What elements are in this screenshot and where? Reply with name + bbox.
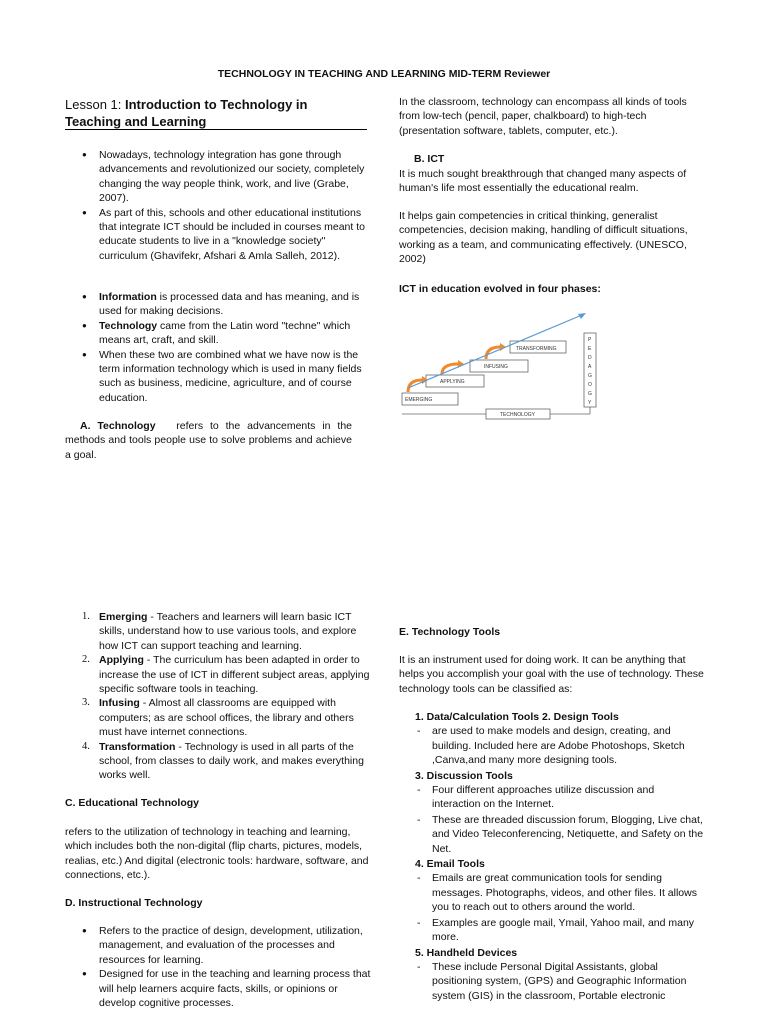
list-item: 2. Applying - The curriculum has been adapted in order to increase the use of ICT in different subject areas, applying specific software tools in teaching. xyxy=(82,654,370,696)
heading-divider xyxy=(65,129,367,130)
section-b-paragraph-2: It helps gain competencies in critical thinking, generalist competencies, decision making, handling of difficult situations, working as a team, and communicating effectively. (UNESCO, 2002) xyxy=(399,210,688,266)
tool-group-items xyxy=(415,783,705,856)
tool-group-heading: 3. Discussion Tools xyxy=(415,769,513,782)
list-item: ● As part of this, schools and other educational institutions that integrate ICT should be included in courses meant to educate students to live in a "knowledge society" curriculum (Ghavifekr, Afshari & Amla Salleh, 2012). xyxy=(82,206,372,264)
classroom-technology-paragraph: In the classroom, technology can encompass all kinds of tools from low-tech (pencil, paper, chalkboard) to high-tech (presentation software, tablets, computer, etc.). xyxy=(399,96,687,137)
section-d-heading: D. Instructional Technology xyxy=(65,897,203,909)
list-item: ● Designed for use in the teaching and learning process that will help learners acquire facts, skills, or opinions or develop cognitive processes. xyxy=(82,967,372,1010)
pedagogy-letter: G xyxy=(588,373,592,379)
list-item: - These are threaded discussion forum, Blogging, Live chat, and Video Teleconferencing, Netiquette, and Safety on the Net. xyxy=(415,813,705,856)
list-item: - These include Personal Digital Assistants, global positioning system, (GPS) and Geographic Information system (GIS) in the classroom, Portable electronic xyxy=(415,960,705,1003)
pedagogy-letter: P xyxy=(588,337,592,343)
list-item: - Four different approaches utilize discussion and interaction on the Internet. xyxy=(415,783,705,812)
pedagogy-letter: G xyxy=(588,391,592,397)
section-d-bullet-list xyxy=(82,924,372,1010)
tool-group-items xyxy=(415,724,705,767)
step-label-applying: APPLYING xyxy=(440,379,465,385)
list-item: ● Technology came from the Latin word "techne" which means art, craft, and skill. xyxy=(82,319,372,348)
list-item: 3. Infusing - Almost all classrooms are equipped with computers; as are school offices, the library and others must have internet connections. xyxy=(82,697,354,739)
step-label-infusing: INFUSING xyxy=(484,364,508,370)
phases-list xyxy=(82,610,372,783)
tool-group-heading: 5. Handheld Devices xyxy=(415,946,518,959)
list-item: 4. Transformation - Technology is used in all parts of the school, from classes to daily work, and makes everything works well. xyxy=(82,740,364,782)
tool-group-heading: 4. Email Tools xyxy=(415,858,485,871)
section-e-intro: It is an instrument used for doing work. It can be anything that helps you accomplish your goal with the use of technology. These technology tools can be classified as: xyxy=(399,654,704,695)
orange-arrow-icon xyxy=(408,380,422,392)
pedagogy-letter: E xyxy=(588,346,592,352)
lesson-prefix: Lesson 1: xyxy=(65,97,125,112)
section-e-heading: E. Technology Tools xyxy=(399,626,501,638)
section-a-paragraph xyxy=(65,419,352,462)
section-a-text: refers to the advancements in the methods and tools people use to solve problems and achieve a goal. xyxy=(65,420,352,461)
list-item: ● Nowadays, technology integration has gone through advancements and revolutionized our society, completely changing the way people think, work, and live (Grabe, 2007). xyxy=(82,148,372,206)
phases-heading: ICT in education evolved in four phases: xyxy=(399,283,601,295)
pedagogy-letter: D xyxy=(588,355,592,361)
list-item: ● Refers to the practice of design, development, utilization, management, and evaluation of the processes and resources for learning. xyxy=(82,924,372,967)
technology-tools-list xyxy=(415,710,705,1004)
tool-group-items xyxy=(415,871,705,944)
blue-arrowhead-icon xyxy=(578,313,586,319)
technology-label: TECHNOLOGY xyxy=(500,412,536,418)
orange-arrow-icon xyxy=(486,347,500,359)
section-c-heading: C. Educational Technology xyxy=(65,797,199,809)
section-a-label: A. Technology xyxy=(80,420,156,432)
section-b-heading: B. ICT xyxy=(414,153,445,165)
list-item: 1. Emerging - Teachers and learners will learn basic ICT skills, understand how to use various tools, and explore how ICT can support teaching and learning. xyxy=(82,611,357,652)
lesson-heading xyxy=(65,96,367,130)
list-item: ● When these two are combined what we have now is the term information technology which is used in many fields such as business, medicine, agriculture, and of course education. xyxy=(82,348,372,406)
document-title: TECHNOLOGY IN TEACHING AND LEARNING MID-TERM Reviewer xyxy=(217,68,551,80)
pedagogy-letter: Y xyxy=(588,400,592,406)
section-b-paragraph-1: It is much sought breakthrough that changed many aspects of human's life most essentially the educational realm. xyxy=(399,168,687,195)
list-item: - Examples are google mail, Ymail, Yahoo mail, and many more. xyxy=(415,916,705,945)
definition-bullet-list xyxy=(82,290,372,405)
pedagogy-letter: A xyxy=(588,364,592,370)
tool-group-heading: 1. Data/Calculation Tools 2. Design Tools xyxy=(415,711,619,723)
step-label-emerging: EMERGING xyxy=(405,397,433,403)
section-c-text: refers to the utilization of technology in teaching and learning, which includes both the non-digital (flip charts, pictures, models, realias, etc.) And digital (electronic tools: hardware, software, and connections, etc.). xyxy=(65,826,369,882)
step-label-transforming: TRANSFORMING xyxy=(516,346,557,352)
list-item: - Emails are great communication tools for sending messages. Photographs, videos, and other files. It allows you to reach out to others around the world. xyxy=(415,871,705,914)
tool-group-items xyxy=(415,960,705,1003)
list-item: ● Information is processed data and has meaning, and is used for making decisions. xyxy=(82,290,372,319)
list-item: - are used to make models and design, creating, and building. Included here are Adobe Photoshops, Sketch ,Canva,and many more designing tools. xyxy=(415,724,705,767)
ict-phases-diagram xyxy=(400,308,602,424)
lesson-title: Introduction to Technology in Teaching and Learning xyxy=(65,97,308,129)
intro-bullet-list xyxy=(82,148,372,263)
pedagogy-letter: O xyxy=(588,382,592,388)
